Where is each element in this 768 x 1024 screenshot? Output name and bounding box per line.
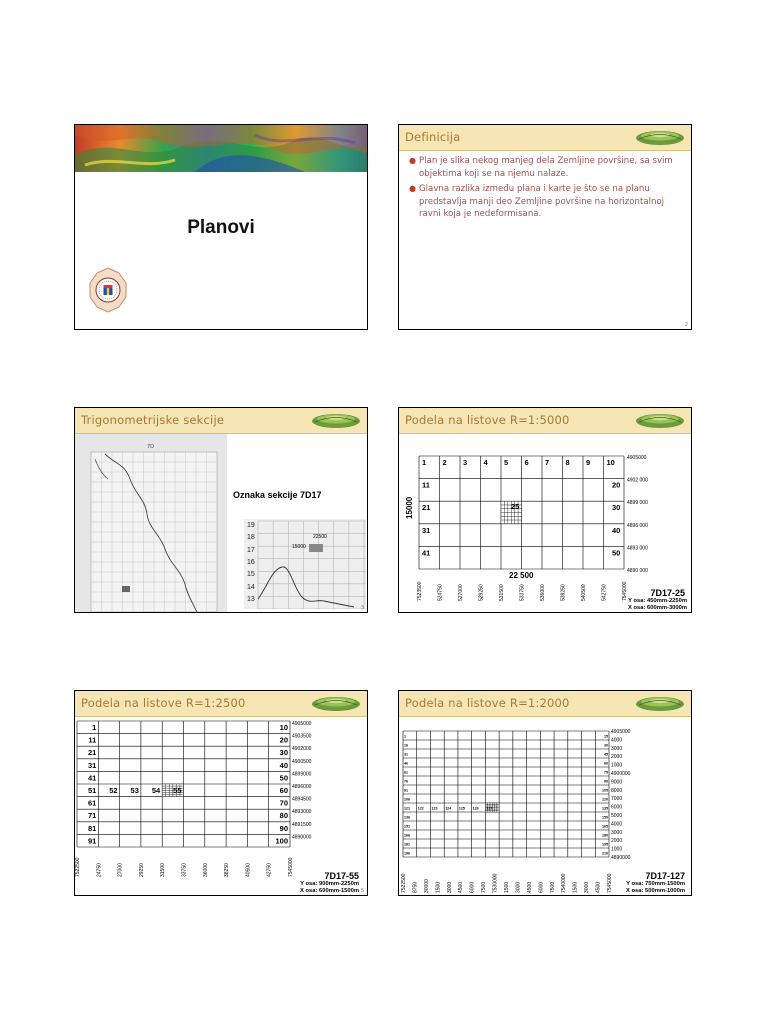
sheet-number: 53 — [130, 786, 139, 795]
y-coordinate: 4896 000 — [627, 522, 648, 529]
x-coordinate: 29250 — [138, 863, 145, 877]
y-coordinate: 4902 000 — [627, 477, 648, 484]
sheet-number: 1 — [422, 458, 427, 467]
x-coordinate: 3000 — [446, 881, 453, 893]
x-coordinate: 1500 — [504, 881, 510, 893]
sheet-number: 70 — [279, 798, 288, 808]
sheet-number: 10 — [606, 458, 615, 467]
y-coordinate: 4903500 — [292, 733, 312, 740]
slide-title-text: Planovi — [187, 217, 255, 238]
x-coordinate: 7522500 — [401, 873, 407, 893]
inset-y-label: 15 — [247, 571, 255, 579]
x-coordinate: 31500 — [160, 863, 167, 877]
sheet-number: 11 — [422, 480, 430, 490]
definition-text: Glavna razlika između plana i karte je što se na planu predstavlja manji deo Zemljine površine na horizontalnoj ravni koja je nedeformisana. — [419, 184, 665, 219]
slide-definition — [398, 124, 692, 330]
sheet-number: 181 — [404, 842, 410, 847]
slide-header-title: Podela na listove R=1:5000 — [405, 413, 570, 427]
y-coordinate: 4896000 — [292, 784, 312, 790]
sheet-number: 105 — [602, 788, 608, 793]
sheet-number: 45 — [604, 752, 608, 757]
sheet-code: 7D17-55 — [324, 871, 359, 881]
x-coordinate: 7523500 — [417, 581, 423, 601]
highlighted-sheet-label: 25 — [511, 502, 520, 512]
x-coordinate: 7500 — [481, 881, 488, 893]
sheet-number: 3 — [463, 458, 468, 467]
sheet-number: 30 — [612, 503, 621, 513]
x-coordinate: 1500 — [572, 881, 579, 893]
y-coordinate: 4890 000 — [627, 568, 648, 574]
sheet-number: 75 — [604, 770, 608, 775]
slide-header-title: Definicija — [405, 130, 461, 144]
inset-y-label: 13 — [247, 595, 255, 603]
y-coordinate: 1000 — [611, 762, 623, 769]
sheet-number: 150 — [602, 815, 608, 820]
sheet-number: 50 — [612, 548, 621, 558]
slide-header — [399, 408, 691, 434]
slide-sheets-2000 — [398, 690, 692, 896]
x-coordinate: 42750 — [266, 863, 273, 877]
y-coordinate: 2000 — [611, 754, 623, 761]
sheet-number: 136 — [404, 815, 410, 820]
sheet-number: 195 — [602, 842, 608, 847]
sheet-number: 41 — [87, 773, 97, 783]
slide-header — [75, 691, 367, 717]
y-coordinate: 4905000 — [611, 729, 631, 735]
landscape-leaf-icon — [311, 694, 361, 712]
inset-label-15000: 15000 — [292, 544, 306, 550]
y-coordinate: 6000 — [611, 804, 623, 811]
bullet-icon: ● — [409, 184, 416, 193]
sheet-number: 90 — [279, 823, 288, 833]
sheet-number: 31 — [422, 525, 431, 535]
y-coordinate: 3000 — [611, 829, 623, 836]
y-coordinate: 4900000 — [611, 771, 631, 777]
sheet-number: 6 — [524, 458, 529, 467]
sheet-number: 10 — [279, 723, 288, 732]
inset-y-label: 19 — [247, 522, 255, 529]
sheet-number: 16 — [404, 743, 408, 748]
sheet-number: 9 — [586, 458, 591, 467]
x-coordinate: 30000 — [423, 879, 430, 893]
x-coordinate: 3000 — [515, 881, 522, 893]
sheet-number: 7 — [545, 458, 550, 467]
slide-trig-sections — [74, 407, 368, 613]
x-coordinate: 24750 — [96, 863, 103, 877]
x-coordinate: 33750 — [181, 863, 188, 877]
sheet-number: 51 — [87, 786, 97, 795]
x-coordinate: 4500 — [526, 881, 533, 893]
sheet-number: 126 — [472, 806, 479, 811]
x-coordinate: 8750 — [412, 881, 419, 893]
sheet-number: 50 — [279, 773, 288, 783]
x-coordinate: 38250 — [224, 863, 231, 877]
sheet-number: 81 — [87, 823, 97, 833]
page-number: 5 — [360, 888, 364, 894]
x-coordinate: 6000 — [538, 881, 545, 893]
page-number: 3 — [360, 605, 364, 611]
y-coordinate: 5000 — [611, 813, 623, 819]
bullet-icon: ● — [409, 156, 416, 165]
x-coordinate: 533750 — [519, 584, 526, 601]
sheet-number: 1 — [92, 723, 97, 732]
sheet-number: 124 — [445, 806, 452, 811]
slide-header-title: Trigonometrijske sekcije — [81, 413, 225, 427]
y-coordinate: 4902000 — [292, 746, 312, 753]
x-coordinate: 542750 — [601, 584, 608, 601]
section-overview-map — [75, 434, 227, 613]
sheet-number: 46 — [404, 761, 408, 766]
sheet-number: 166 — [404, 833, 410, 838]
sheet-number: 20 — [612, 480, 621, 490]
sheet-number: 100 — [275, 836, 288, 846]
x-coordinate: 7530000 — [492, 873, 499, 893]
x-coordinate: 527000 — [458, 584, 464, 601]
y-axis-note: Y osa: 450mm-2250m — [628, 598, 687, 604]
y-coordinate: 4000 — [611, 737, 623, 744]
inset-y-label: 14 — [247, 583, 255, 591]
sheet-number: 151 — [404, 824, 410, 829]
sheet-grid-2500 — [75, 717, 368, 896]
definition-text: Plan je slika nekog manjeg dela Zemljine površine, sa svim objektima koji se na njemu nalaze. — [419, 156, 673, 179]
x-coordinate: 27000 — [117, 863, 124, 877]
x-coordinate: 540500 — [581, 584, 587, 601]
x-coordinate: 536000 — [540, 584, 546, 601]
sheet-number: 196 — [404, 851, 410, 856]
landscape-leaf-icon — [311, 411, 361, 429]
university-seal-logo — [89, 267, 127, 313]
y-coordinate: 4899000 — [292, 771, 312, 778]
sheet-number: 21 — [87, 748, 97, 758]
page-number: 2 — [684, 322, 688, 328]
sheet-number: 52 — [109, 786, 118, 795]
sheet-number: 41 — [422, 548, 431, 558]
sheet-number: 135 — [602, 806, 608, 811]
inset-y-label: 17 — [247, 546, 255, 554]
slide-title — [74, 124, 368, 330]
sheet-number: 40 — [612, 525, 621, 535]
slide-header-title: Podela na listove R=1:2500 — [81, 696, 246, 710]
y-coordinate: 4893000 — [292, 809, 312, 816]
x-coordinate: 7545000 — [607, 873, 613, 893]
x-coordinate: 524750 — [437, 584, 444, 601]
sheet-number: 180 — [602, 833, 608, 838]
y-coordinate: 4000 — [611, 821, 623, 828]
sheet-number: 121 — [404, 806, 410, 811]
sheet-number: 11 — [88, 735, 97, 745]
y-coordinate: 4890000 — [292, 834, 312, 841]
sheet-number: 91 — [404, 788, 408, 793]
y-axis-note: Y osa: 750mm-1500m — [626, 881, 685, 887]
horizontal-dimension: 22 500 — [509, 571, 534, 580]
sheet-number: 40 — [279, 760, 288, 770]
sheet-number: 106 — [404, 797, 410, 802]
slide-header — [399, 691, 691, 717]
y-coordinate: 4891500 — [292, 821, 312, 828]
x-coordinate: 7545000 — [288, 857, 294, 877]
section-detail-map — [244, 519, 366, 609]
section-caption: Oznaka sekcije 7D17 — [233, 490, 322, 500]
sheet-number: 30 — [279, 748, 288, 758]
sheet-number: 60 — [279, 786, 288, 795]
sheet-number: 8 — [565, 458, 570, 467]
slide-header — [75, 408, 367, 434]
x-coordinate: 3000 — [584, 881, 591, 893]
sheet-number: 125 — [458, 806, 465, 811]
sheet-number: 123 — [431, 806, 438, 811]
x-coordinate: 36000 — [202, 863, 209, 877]
y-coordinate: 4893 000 — [627, 545, 648, 552]
x-coordinate: 4500 — [595, 881, 602, 893]
slide-sheets-2500 — [74, 690, 368, 896]
x-coordinate: 531500 — [499, 584, 505, 601]
y-coordinate: 4890000 — [611, 855, 631, 861]
y-coordinate: 8000 — [611, 787, 623, 794]
sheet-number: 60 — [604, 761, 608, 766]
landscape-leaf-icon — [635, 694, 685, 712]
x-coordinate: 7522500 — [75, 857, 81, 877]
landscape-leaf-icon — [635, 411, 685, 429]
sheet-number: 80 — [279, 811, 288, 821]
inset-y-label: 16 — [247, 558, 255, 566]
landscape-leaf-icon — [635, 128, 685, 146]
x-coordinate: 40500 — [245, 863, 252, 877]
inset-y-label: 18 — [247, 534, 255, 542]
terrain-header-image — [75, 125, 368, 172]
x-coordinate: 1500 — [435, 881, 442, 893]
sheet-number: 91 — [87, 836, 97, 846]
sheet-number: 55 — [173, 786, 182, 795]
sheet-number: 21 — [422, 503, 431, 513]
sheet-number: 76 — [404, 779, 408, 784]
slide-header — [399, 125, 691, 151]
inset-label-22500: 22500 — [313, 534, 327, 540]
sheet-grid-5000 — [399, 434, 692, 613]
sheet-number: 4 — [483, 458, 488, 467]
sheet-number: 1 — [404, 734, 406, 739]
x-axis-note: X osa: 500mm-1000m — [626, 888, 685, 894]
sheet-number: 165 — [602, 824, 608, 829]
sheet-code: 7D17-25 — [650, 588, 685, 598]
x-coordinate: 529250 — [478, 584, 485, 601]
slide-header-title: Podela na listove R=1:2000 — [405, 696, 570, 710]
y-coordinate: 4905000 — [292, 721, 312, 727]
sheet-number: 31 — [87, 760, 97, 770]
vertical-dimension: 15000 — [405, 496, 414, 519]
y-coordinate: 4905000 — [627, 455, 647, 461]
sheet-number: 61 — [87, 798, 97, 808]
definition-item — [409, 183, 687, 221]
sheet-number: 54 — [151, 786, 161, 795]
y-axis-note: Y osa: 900mm-2250m — [300, 881, 359, 887]
sheet-number: 127 — [486, 806, 493, 811]
sheet-number: 15 — [604, 734, 608, 739]
x-coordinate: 538250 — [560, 584, 567, 601]
sheet-number: 61 — [404, 770, 408, 775]
sheet-number: 120 — [602, 797, 608, 802]
x-coordinate: 6000 — [469, 881, 476, 893]
y-coordinate: 2000 — [611, 838, 623, 845]
sheet-number: 210 — [602, 851, 608, 856]
x-axis-note: X osa: 600mm-1500m — [300, 888, 359, 894]
sheet-number: 30 — [604, 743, 608, 748]
y-coordinate: 9000 — [611, 779, 623, 786]
y-coordinate: 4899 000 — [627, 500, 648, 507]
definition-list — [409, 155, 687, 224]
y-coordinate: 3000 — [611, 745, 623, 752]
sheet-number: 20 — [279, 735, 288, 745]
y-coordinate: 7000 — [611, 796, 623, 803]
sheet-number: 71 — [87, 811, 97, 821]
sheet-number: 2 — [442, 458, 447, 467]
x-coordinate: 7545000 — [622, 581, 628, 601]
sheet-number: 31 — [404, 752, 408, 757]
x-coordinate: 4500 — [458, 881, 465, 893]
y-coordinate: 1000 — [611, 846, 623, 853]
y-coordinate: 4900500 — [292, 758, 312, 765]
svg-text:7D: 7D — [147, 444, 155, 450]
x-coordinate: 7540000 — [561, 873, 568, 893]
x-coordinate: 7500 — [549, 881, 556, 893]
sheet-number: 90 — [604, 779, 608, 784]
definition-item — [409, 155, 687, 180]
sheet-code: 7D17-127 — [645, 871, 685, 881]
sheet-grid-2000 — [399, 717, 692, 896]
y-coordinate: 4894500 — [292, 796, 312, 803]
sheet-number: 122 — [417, 806, 424, 811]
x-axis-note: X osa: 600mm-3000m — [628, 605, 687, 611]
slide-sheets-5000 — [398, 407, 692, 613]
sheet-number: 5 — [504, 458, 509, 467]
